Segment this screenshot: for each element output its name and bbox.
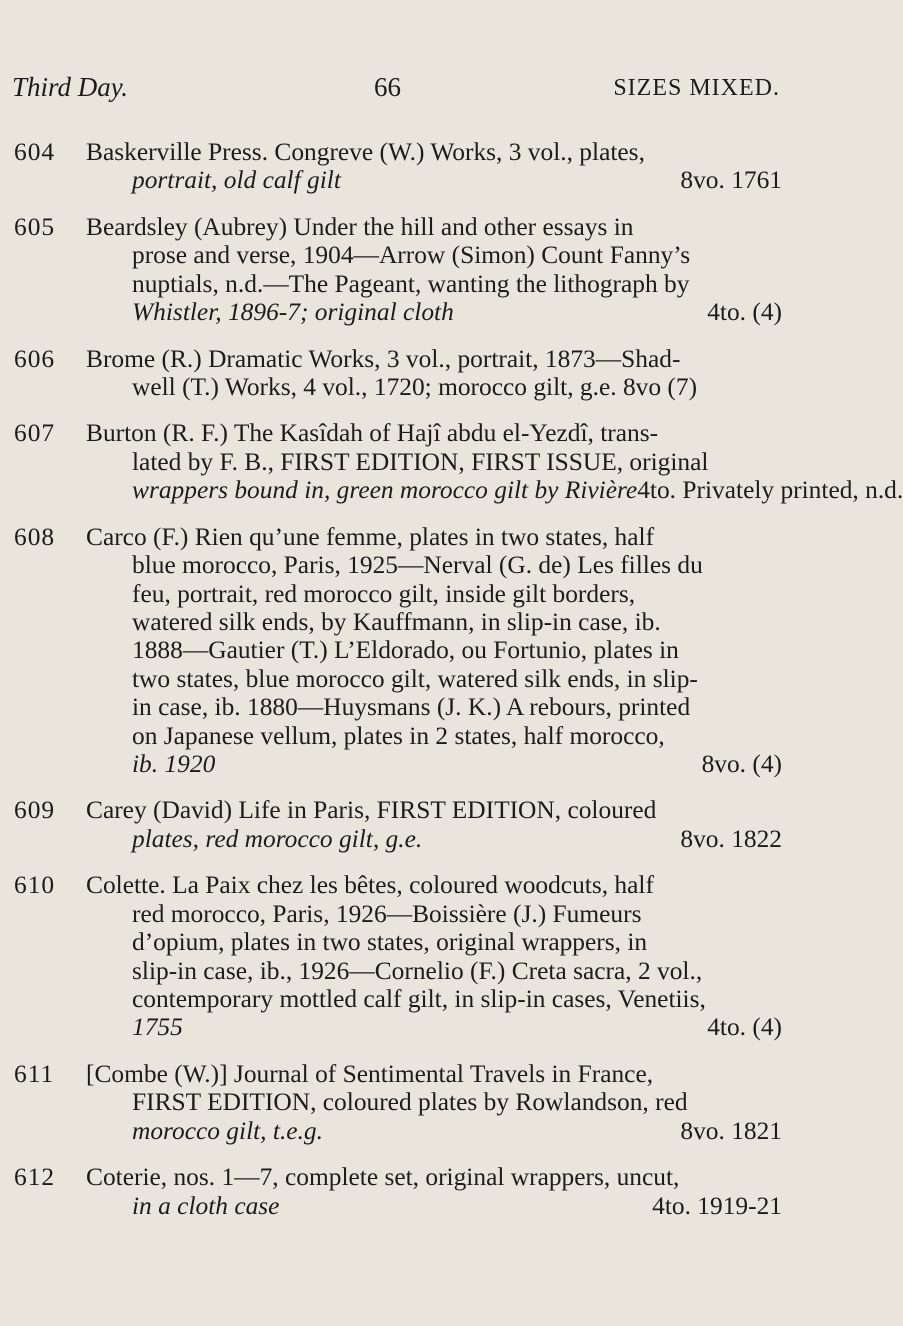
lot-description [86,213,782,327]
lot-line-wrap [86,298,782,326]
page-header [0,72,800,112]
lot-number: 611 [14,1059,55,1088]
lot-line: Whistler, 1896-7; original cloth [132,298,454,327]
lot-line: Burton (R. F.) The Kasîdah of Hajî abdu el-Yezdî, trans- [86,419,659,448]
lot-line: [Combe (W.)] Journal of Sentimental Travels in France, [86,1059,654,1088]
lot-description [86,419,903,505]
lot-line: contemporary mottled calf gilt, in slip-in cases, Venetiis, [132,985,706,1014]
lot-format: 8vo. 1821 [680,1116,782,1145]
lot-description [86,1060,782,1145]
lot-line-wrap [86,825,782,853]
running-head-left: Third Day. [12,72,129,102]
lot-line: Coterie, nos. 1—7, complete set, original wrappers, uncut, [86,1163,680,1192]
lot-description [86,871,782,1042]
lot-format: 4to. (4) [707,1013,782,1042]
lot-format: 4to. Privately printed, n.d. [637,476,903,505]
lot-number: 609 [14,796,56,825]
lot-line-wrap [86,476,903,505]
lot-line: red morocco, Paris, 1926—Boissière (J.) Fumeurs [132,899,642,928]
lot-line-wrap [86,166,782,194]
lot-number: 607 [14,419,56,448]
lot-line: Carey (David) Life in Paris, FIRST EDITION, coloured [86,796,657,825]
lot-description [86,523,782,779]
lot-line: portrait, old calf gilt [132,166,341,195]
lot-format: 8vo. (4) [701,750,782,779]
lot-line: nuptials, n.d.—The Pageant, wanting the lithograph by [132,269,690,298]
lot-line: in case, ib. 1880—Huysmans (J. K.) A rebours, printed [132,693,691,722]
lot-line: prose and verse, 1904—Arrow (Simon) Count Fanny’s [132,241,691,270]
lot-line-wrap [86,1117,782,1145]
lot-line: two states, blue morocco gilt, watered silk ends, in slip- [132,664,698,693]
lot-line: well (T.) Works, 4 vol., 1720; morocco gilt, g.e. 8vo (7) [132,372,698,401]
lot-line: lated by F. B., FIRST EDITION, FIRST ISSUE, original [132,447,709,476]
lot-number: 606 [14,344,56,373]
lot-number: 605 [14,212,56,241]
lot-line: Colette. La Paix chez les bêtes, coloured woodcuts, half [86,871,654,900]
lot-line: 1888—Gautier (T.) L’Eldorado, ou Fortunio, plates in [132,636,679,665]
lot-number: 612 [14,1163,56,1192]
lot-format: 4to. (4) [707,298,782,327]
lot-line: Baskerville Press. Congreve (W.) Works, 3 vol., plates, [86,138,645,166]
lot-line: watered silk ends, by Kauffmann, in slip-in case, ib. [132,607,661,636]
lot-number: 610 [14,871,56,900]
lot-line: feu, portrait, red morocco gilt, inside gilt borders, [132,579,636,608]
lot-line: on Japanese vellum, plates in 2 states, half morocco, [132,721,665,750]
lot-number: 604 [14,138,56,166]
lot-line: Brome (R.) Dramatic Works, 3 vol., portrait, 1873—Shad- [86,344,681,373]
lot-line: plates, red morocco gilt, g.e. [132,824,423,853]
lot-line: morocco gilt, t.e.g. [132,1116,323,1145]
lot-description [86,345,782,402]
lot-line-wrap [86,1192,782,1220]
lot-number: 608 [14,522,56,551]
lot-line: Carco (F.) Rien qu’une femme, plates in two states, half [86,522,655,551]
lot-line: d’opium, plates in two states, original wrappers, in [132,928,648,957]
lot-format: 8vo. 1761 [680,166,782,195]
lot-line: Beardsley (Aubrey) Under the hill and other essays in [86,212,634,241]
lot-line: ib. 1920 [132,750,216,779]
lot-line: FIRST EDITION, coloured plates by Rowlandson, red [132,1088,688,1117]
lot-format: 4to. 1919-21 [652,1191,782,1220]
lot-line-wrap [86,750,782,778]
lot-format: 8vo. 1822 [680,824,782,853]
lot-description [86,796,782,853]
running-head-right: SIZES MIXED. [613,75,780,101]
lot-line-wrap [86,1013,782,1041]
lot-line: 1755 [132,1013,183,1042]
page-number: 66 [374,72,401,102]
lot-description [86,138,782,195]
lot-line: in a cloth case [132,1191,280,1220]
lot-line: slip-in case, ib., 1926—Cornelio (F.) Creta sacra, 2 vol., [132,956,703,985]
lot-line: wrappers bound in, green morocco gilt by Rivière [132,476,638,505]
lot-description [86,1163,782,1220]
lot-line: blue morocco, Paris, 1925—Nerval (G. de) Les filles du [132,551,703,580]
